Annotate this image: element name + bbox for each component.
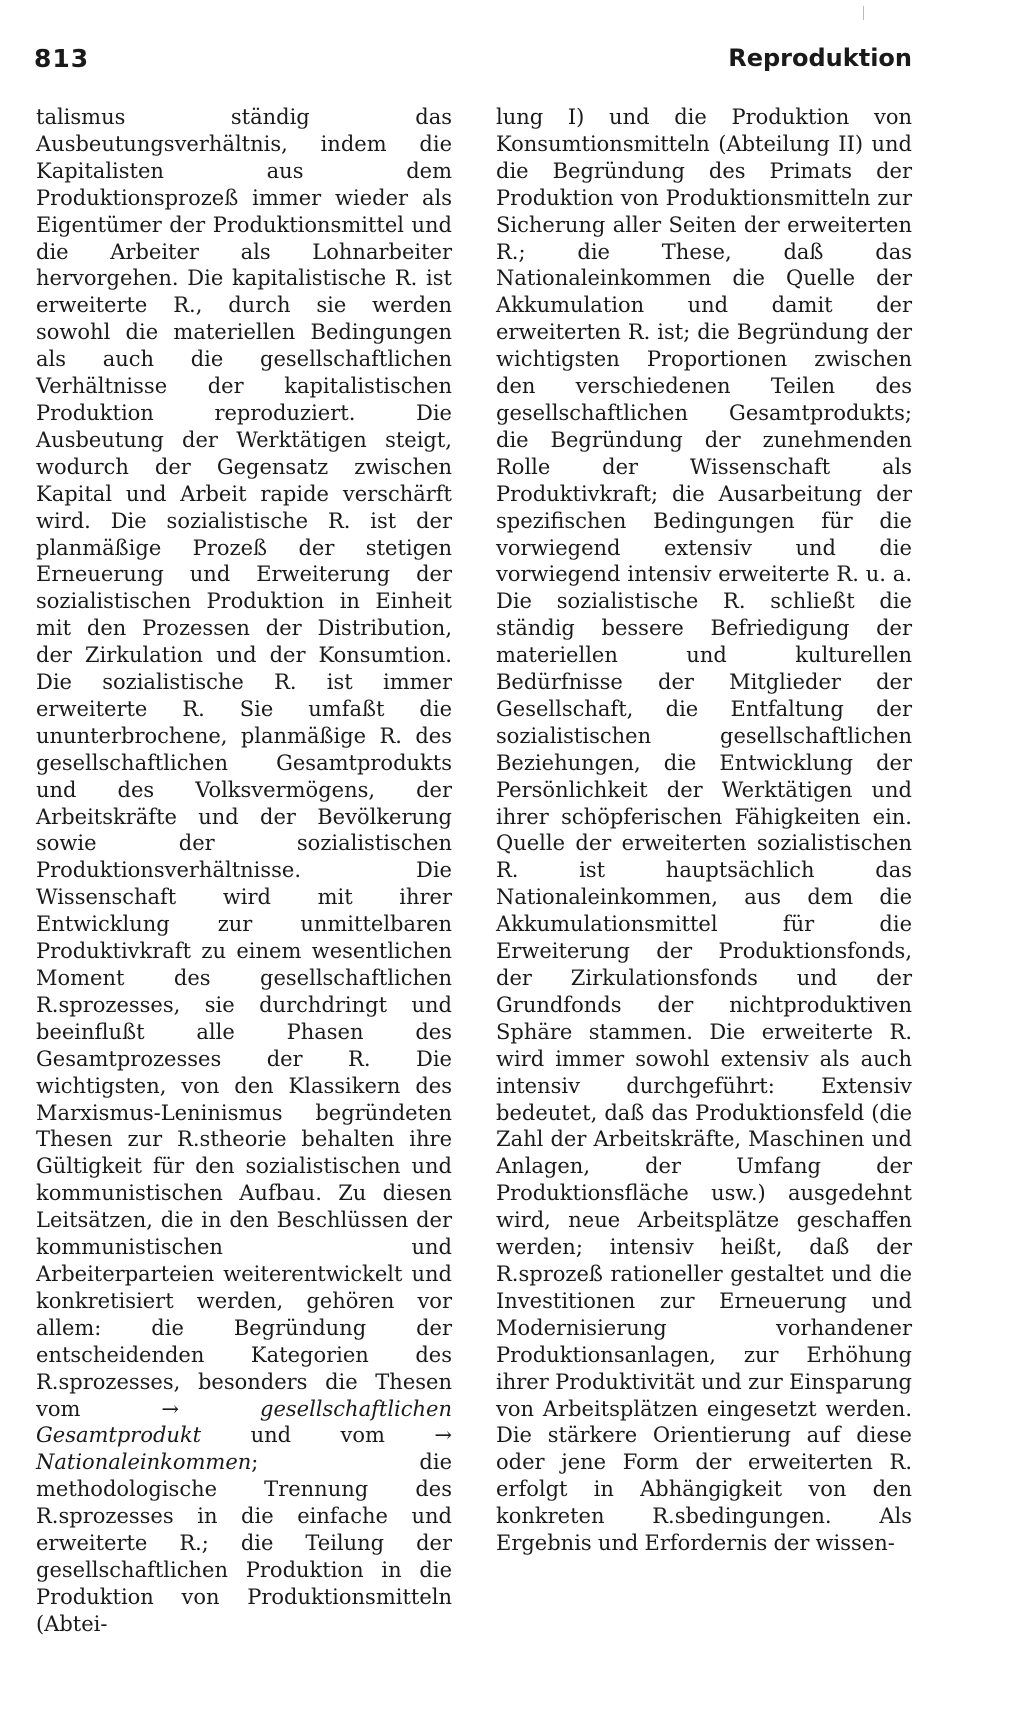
left-text-part-2: und vom → [250, 1423, 452, 1448]
right-column [496, 104, 912, 1557]
right-column-paragraph: lung I) und die Produktion von Konsumtionsmitteln (Abteilung II) und die Begründung des Primats der Produktion von Produktionsmitteln zur Sicherung aller Seiten der erweiterten R.; die These, daß das Nationaleinkommen die Quelle der Akkumulation und damit der erweiterten R. ist; die Begründung der wichtigsten Proportionen zwischen den verschiedenen Teilen des gesellschaftlichen Gesamtprodukts; die Begründung der zunehmenden Rolle der Wissenschaft als Produktivkraft; die Ausarbeitung der spezifischen Bedingungen für die vorwiegend extensiv und die vorwiegend intensiv erweiterte R. u. a. Die sozialistische R. schließt die ständig bessere Befriedigung der materiellen und kulturellen Bedürfnisse der Mitglieder der Gesellschaft, die Entfaltung der sozialistischen gesellschaftlichen Beziehungen, die Entwicklung der Persönlichkeit der Werktätigen und ihrer schöpferischen Fähigkeiten ein. Quelle der erweiterten sozialistischen R. ist hauptsächlich das Nationaleinkommen, aus dem die Akkumulationsmittel für die Erweiterung der Produktionsfonds, der Zirkulationsfonds und der Grundfonds der nichtproduktiven Sphäre stammen. Die erweiterte R. wird immer sowohl extensiv als auch intensiv durchgeführt: Extensiv bedeutet, daß das Produktionsfeld (die Zahl der Arbeitskräfte, Maschinen und Anlagen, der Umfang der Produktionsfläche usw.) ausgedehnt wird, neue Arbeitsplätze geschaffen werden; intensiv heißt, daß der R.sprozeß rationeller gestaltet und die Investitionen zur Erneuerung und Modernisierung vorhandener Produktionsanlagen, zur Erhöhung ihrer Produktivität und zur Einsparung von Arbeitsplätzen eingesetzt werden. Die stärkere Orientierung auf diese oder jene Form der erweiterten R. erfolgt in Abhängigkeit von den konkreten R.sbedingungen. Als Ergebnis und Erfordernis der wissen- [496, 105, 912, 1556]
section-title: Reproduktion [728, 44, 912, 72]
scan-artifact [863, 6, 864, 20]
left-text-part-3: ; die methodologische Trennung des R.sprozesses in die einfache und erweiterte R.; die Teilung der gesellschaftlichen Produktion in die Produktion von Produktionsmitteln (Abtei- [36, 1450, 452, 1636]
left-text-part-1: talismus ständig das Ausbeutungsverhältnis, indem die Kapitalisten aus dem Produktionsprozeß immer wieder als Eigentümer der Produktionsmittel und die Arbeiter als Lohnarbeiter hervorgehen. Die kapitalistische R. ist erweiterte R., durch sie werden sowohl die materiellen Bedingungen als auch die gesellschaftlichen Verhältnisse der kapitalistischen Produktion reproduziert. Die Ausbeutung der Werktätigen steigt, wodurch der Gegensatz zwischen Kapital und Arbeit rapide verschärft wird. Die sozialistische R. ist der planmäßige Prozeß der stetigen Erneuerung und Erweiterung der sozialistischen Produktion in Einheit mit den Prozessen der Distribution, der Zirkulation und der Konsumtion. Die sozialistische R. ist immer erweiterte R. Sie umfaßt die ununterbrochene, planmäßige R. des gesellschaftlichen Gesamtprodukts und des Volksvermögens, der Arbeitskräfte und der Bevölkerung sowie der sozialistischen Produktionsverhältnisse. Die Wissenschaft wird mit ihrer Entwicklung zur unmittelbaren Produktivkraft zu einem wesentlichen Moment des gesellschaftlichen R.sprozesses, sie durchdringt und beeinflußt alle Phasen des Gesamtprozesses der R. Die wichtigsten, von den Klassikern des Marxismus-Leninismus begründeten Thesen zur R.stheorie behalten ihre Gültigkeit für den sozialistischen und kommunistischen Aufbau. Zu diesen Leitsätzen, die in den Beschlüssen der kommunistischen und Arbeiterparteien weiterentwickelt und konkretisiert werden, gehören vor allem: die Begründung der entscheidenden Kategorien des R.sprozesses, besonders die Thesen vom → [36, 105, 452, 1421]
page-number: 813 [34, 44, 90, 73]
left-column [36, 104, 452, 1638]
left-column-paragraph [36, 104, 452, 1638]
cross-reference-gesamtprodukt: gesellschaftlichen Gesamtprodukt [36, 1396, 452, 1448]
cross-reference-nationaleinkommen: Nationaleinkommen [36, 1450, 252, 1475]
